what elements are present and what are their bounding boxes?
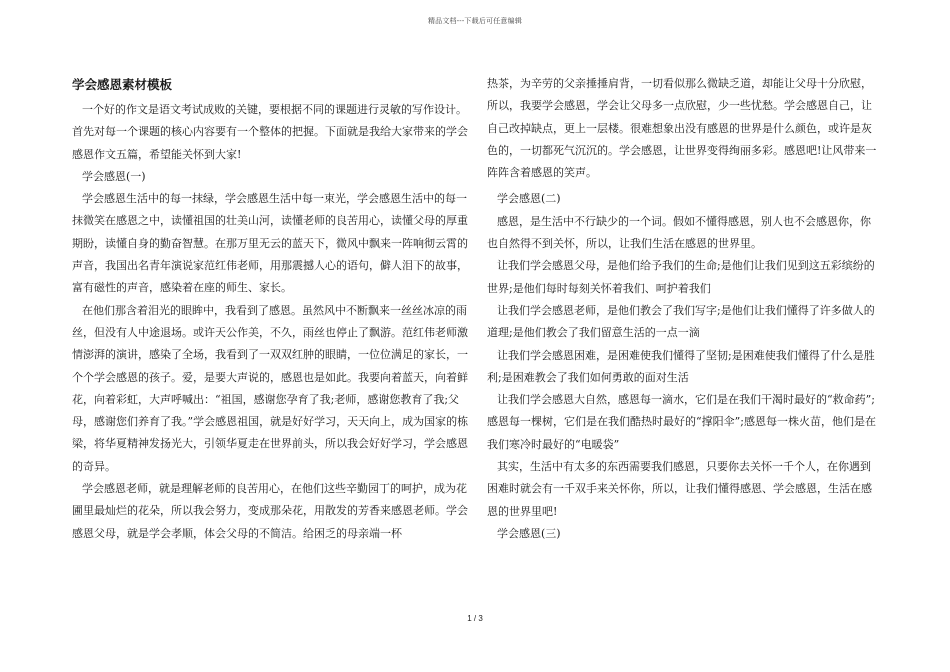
paragraph: 学会感恩老师，就是理解老师的良苦用心，在他们这些辛勤园丁的呵护，成为花圃里最灿烂的花朵，所以我会努力，变成那朵花，用散发的芳香来感恩老师。学会感恩父母，就是学会孝顺，体会父母的不简洁。给困乏的母亲端一杯 <box>72 482 468 540</box>
paragraph: 热茶，为辛劳的父亲捶捶肩背，一切看似那么微缺乏道，却能让父母十分欣慰，所以，我要学会感恩，学会让父母多一点欣慰，少一些忧愁。学会感恩自己，让自己改掉缺点，更上一层楼。很难想象出没有感恩的世界是什么颜色，或许是灰色的，一切都死气沉沉的。学会感恩，让世界变得绚丽多彩。感恩吧!让风带来一阵阵含着感恩的笑声。 <box>487 77 877 180</box>
page-header: 精品文档---下载后可任意编辑 <box>427 17 523 25</box>
paragraph: 学会感恩生活中的每一抹绿，学会感恩生活中每一束光，学会感恩生活中的每一抹微笑在感恩之中，读懂祖国的壮美山河，读懂老师的良苦用心，读懂父母的厚重期盼，读懂自身的勤奋智慧。在那万里无云的蓝天下，微风中飘来一阵响彻云霄的声音，我国出名青年演说家范红伟老师，用那震撼人心的语句，僻人泪下的故事，富有磁性的声音，感染着在座的师生、家长。 <box>72 192 468 295</box>
right-column <box>487 73 880 545</box>
section-heading-3: 学会感恩(三) <box>497 526 561 540</box>
left-column <box>72 72 472 545</box>
page-number: 1 / 3 <box>467 614 483 623</box>
paragraph: 让我们学会感恩大自然，感恩每一滴水，它们是在我们干渴时最好的“救命药”;感恩每一棵树，它们是在我们酷热时最好的“撑阳伞”;感恩每一株火苗，他们是在我们寒冷时最好的“电暖袋” <box>487 393 876 451</box>
paragraph: 其实，生活中有太多的东西需要我们感恩，只要你去关怀一千个人，在你遇到困难时就会有一千双手来关怀你，所以，让我们懂得感恩、学会感恩，生活在感恩的世界里吧! <box>487 460 872 518</box>
intro-paragraph: 一个好的作文是语文考试成败的关键，要根据不同的课题进行灵敏的写作设计。首先对每一个课题的核心内容要有一个整体的把握。下面就是我给大家带来的学会感恩作文五篇，希望能关怀到大家! <box>72 103 468 161</box>
paragraph: 让我们学会感恩父母，是他们给予我们的生命;是他们让我们见到这五彩缤纷的世界;是他们每时每刻关怀着我们、呵护着我们 <box>487 259 875 295</box>
paragraph: 感恩，是生活中不行缺少的一个词。假如不懂得感恩，别人也不会感恩你，你也自然得不到关怀，所以，让我们生活在感恩的世界里。 <box>487 214 871 251</box>
document-title: 学会感恩素材模板 <box>72 77 173 92</box>
paragraph: 让我们学会感恩老师，是他们教会了我们写字;是他们让我们懂得了许多做人的道理;是他们教会了我们留意生活的一点一滴 <box>487 303 875 340</box>
paragraph: 在他们那含着泪光的眼眸中，我看到了感恩。虽然风中不断飘来一丝丝冰凉的雨丝，但没有人中途退场。或许天公作美，不久，雨丝也停止了飘游。范红伟老师激情澎湃的演讲，感染了全场，我看到了一双双红肿的眼睛，一位位满足的家长，一个个学会感恩的孩子。爱，是要大声说的，感恩也是如此。我要向着蓝天，向着鲜花，向着彩虹，大声呼喊出：“祖国，感谢您孕育了我;老师，感谢您教育了我;父母，感谢您们养育了我。”学会感恩祖国，就是好好学习，天天向上，成为国家的栋梁，将华夏精神发扬光大，引领华夏走在世界前头，所以我会好好学习，学会感恩的奇异。 <box>72 303 469 473</box>
paragraph: 让我们学会感恩困难，是困难使我们懂得了坚韧;是困难使我们懂得了什么是胜利;是困难教会了我们如何勇敢的面对生活 <box>487 348 875 384</box>
section-heading-1: 学会感恩(一) <box>82 169 146 183</box>
section-heading-2: 学会感恩(二) <box>497 192 561 206</box>
